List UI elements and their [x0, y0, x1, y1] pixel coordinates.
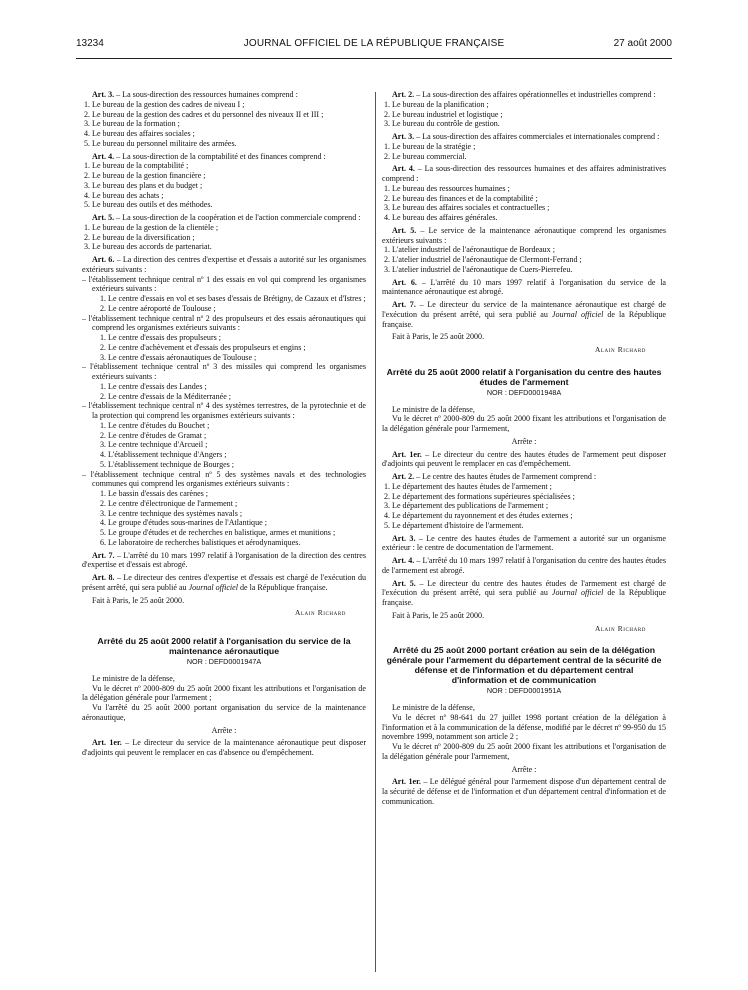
page-header	[76, 38, 672, 52]
paragraph: Vu le décret nº 2000-809 du 25 août 2000 fixant les attributions et l'organisation de la délégation générale pour l'armement,	[382, 414, 666, 433]
list-item: 3. Le bureau des accords de partenariat.	[84, 242, 212, 252]
article: Art. 4. – L'arrêté du 10 mars 1997 relatif à l'organisation du centre des hautes études de l'armement est abrogé.	[382, 556, 666, 575]
list-item: – l'établissement technique central nº 2 des propulseurs et des essais aéronautiques qui comprend les organismes extérieurs suivants :	[82, 313, 366, 333]
list-item: 3. Le centre technique d'Arcueil ;	[100, 440, 208, 450]
list-item: 4. Le département du rayonnement et des études externes ;	[384, 511, 573, 520]
decree-title: Arrêté du 25 août 2000 relatif à l'organisation du service de la maintenance aéronautique	[97, 636, 351, 656]
list-item: 1. Le bureau de la stratégie ;	[384, 141, 476, 151]
signatory: Alain Richard	[594, 345, 646, 354]
article: Art. 5. – Le directeur du centre des hautes études de l'armement est chargé de l'exécution du présent arrêté, qui sera publié au Journal officiel de la République française.	[382, 578, 666, 607]
list-item: 2. Le bureau des finances et de la comptabilité ;	[384, 193, 538, 203]
article: Art. 3. – La sous-direction des ressources humaines comprend :	[92, 90, 298, 99]
list-item: 3. Le bureau des affaires sociales et contractuelles ;	[384, 203, 550, 213]
list-item: 6. Le laboratoire de recherches balistiques et aérodynamiques.	[100, 537, 301, 547]
article: Art. 6. – La direction des centres d'expertise et d'essais a autorité sur les organismes extérieurs suivants :	[82, 255, 366, 274]
left-column	[82, 90, 366, 758]
issue-date: 27 août 2000	[613, 38, 672, 49]
list-item: 5. Le bureau du personnel militaire des armées.	[84, 138, 237, 148]
list-item: 2. Le centre aéroporté de Toulouse ;	[100, 303, 216, 313]
list-item: 1. Le bureau de la gestion de la clientèle ;	[84, 222, 219, 232]
signature-date: Fait à Paris, le 25 août 2000.	[392, 610, 485, 620]
article: Art. 8. – Le directeur des centres d'expertise et d'essais est chargé de l'exécution du présent arrêté, qui sera publié au Journal officiel de la République française.	[82, 573, 366, 592]
list-item: 1. Le centre d'essais des Landes ;	[100, 381, 207, 391]
list-item: 1. Le centre d'essais des propulseurs ;	[100, 333, 222, 342]
list-item: 3. Le bureau du contrôle de gestion.	[384, 119, 500, 129]
signatory: Alain Richard	[594, 623, 646, 633]
decree-title: Arrêté du 25 août 2000 relatif à l'organisation du centre des hautes études de l'armement	[386, 366, 662, 387]
list-item: 1. Le centre d'études du Bouchet ;	[100, 420, 210, 430]
nor-reference: NOR : DEFD0001951A	[486, 686, 562, 696]
list-item: 3. Le centre technique des systèmes navals ;	[100, 508, 243, 518]
list-item: 1. L'atelier industriel de l'aéronautique de Bordeaux ;	[384, 245, 555, 255]
list-item: 2. L'atelier industriel de l'aéronautique de Clermont-Ferrand ;	[384, 255, 582, 264]
column-divider	[375, 92, 376, 972]
article: Art. 5. – Le service de la maintenance aéronautique comprend les organismes extérieurs suivants :	[382, 225, 666, 245]
signature-date: Fait à Paris, le 25 août 2000.	[92, 595, 185, 605]
list-item: 1. Le bureau des ressources humaines ;	[384, 183, 510, 193]
list-item: – l'établissement technique central nº 5 des systèmes navals et des technologies communes qui comprend les organismes extérieurs suivants :	[82, 469, 366, 489]
list-item: 2. Le centre d'achèvement et d'essais des propulseurs et engins ;	[100, 342, 306, 352]
list-item: 3. Le bureau de la formation ;	[84, 119, 180, 129]
list-item: 3. Le département des publications de l'armement ;	[384, 501, 549, 511]
list-item: 3. Le bureau des plans et du budget ;	[84, 180, 203, 190]
paragraph: Vu le décret nº 98-641 du 27 juillet 1998 portant création de la délégation à l'information et à la communication de la défense, modifié par le décret nº 99-950 du 15 novembre 1999, notamment son article 2 ;	[382, 712, 666, 742]
list-item: 2. Le centre d'études de Gramat ;	[100, 430, 207, 440]
arrete-heading: Arrête :	[211, 725, 237, 735]
article: Art. 1er. – Le directeur du service de la maintenance aéronautique peut disposer d'adjoints qui peuvent le remplacer en cas d'absence ou d'empêchement.	[82, 738, 367, 757]
page-number: 13234	[76, 38, 104, 49]
signatory: Alain Richard	[294, 608, 346, 618]
article: Art. 4. – La sous-direction des ressources humaines et des affaires administratives comprend :	[382, 164, 666, 183]
article: Art. 2. – La sous-direction des affaires opérationnelles et industrielles comprend :	[392, 90, 656, 99]
list-item: 1. Le centre d'essais en vol et ses bases d'essais de Brétigny, de Cazaux et d'Istres ;	[100, 294, 366, 303]
list-item: 4. L'établissement technique d'Angers ;	[100, 450, 227, 459]
list-item: – l'établissement technique central nº 3 des missiles qui comprend les organismes extérieurs suivants :	[82, 362, 366, 381]
article: Art. 6. – L'arrêté du 10 mars 1997 relatif à l'organisation du service de la maintenance aéronautique est abrogé.	[382, 277, 667, 297]
paragraph: Le ministre de la défense,	[92, 673, 175, 683]
list-item: 2. Le département des formations supérieures spécialisées ;	[384, 491, 575, 501]
arrete-heading: Arrête :	[511, 764, 537, 774]
list-item: 4. Le bureau des affaires sociales ;	[84, 129, 195, 138]
list-item: 5. Le bureau des outils et des méthodes.	[84, 200, 213, 210]
paragraph: Le ministre de la défense,	[392, 703, 475, 712]
article: Art. 4. – La sous-direction de la comptabilité et des finances comprend :	[92, 151, 326, 161]
list-item: 2. Le bureau de la gestion financière ;	[84, 171, 206, 180]
list-item: 3. L'atelier industriel de l'aéronautique de Cuers-Pierrefeu.	[384, 264, 573, 274]
list-item: 2. Le bureau commercial.	[384, 151, 467, 161]
right-column	[382, 90, 666, 807]
list-item: 5. L'établissement technique de Bourges ;	[100, 459, 235, 469]
list-item: 3. Le centre d'essais aéronautiques de Toulouse ;	[100, 352, 257, 362]
paragraph: Le ministre de la défense,	[392, 404, 475, 414]
list-item: 2. Le centre d'essais de la Méditerranée ;	[100, 391, 232, 401]
paragraph: Vu le décret nº 2000-809 du 25 août 2000 fixant les attributions et l'organisation de la délégation générale pour l'armement,	[382, 742, 666, 761]
article: Art. 1er. – Le directeur du centre des hautes études de l'armement peut disposer d'adjoints qui peuvent le remplacer en cas d'empêchement.	[382, 449, 666, 469]
list-item: 2. Le bureau de la diversification ;	[84, 232, 195, 242]
paragraph: Vu l'arrêté du 25 août 2000 portant organisation du service de la maintenance aéronautique,	[82, 703, 366, 722]
article: Art. 1er. – Le délégué général pour l'armement dispose d'un département central de la sécurité de défense et de l'information et d'un département central d'information et de communication.	[382, 777, 667, 806]
list-item: 4. Le bureau des achats ;	[84, 190, 164, 200]
arrete-heading: Arrête :	[511, 436, 537, 446]
article: Art. 2. – Le centre des hautes études de l'armement comprend :	[392, 472, 597, 481]
list-item: 2. Le bureau industriel et logistique ;	[384, 109, 503, 119]
article: Art. 7. – L'arrêté du 10 mars 1997 relatif à l'organisation de la direction des centres d'expertise et d'essais est abrogé.	[82, 550, 366, 570]
article: Art. 3. – Le centre des hautes études de l'armement a autorité sur un organisme extérieur : le centre de documentation de l'armement.	[382, 533, 666, 553]
list-item: 4. Le bureau des affaires générales.	[384, 213, 498, 222]
signature-date: Fait à Paris, le 25 août 2000.	[392, 332, 485, 342]
list-item: 1. Le bureau de la gestion des cadres de niveau I ;	[84, 99, 245, 109]
paragraph: Vu le décret nº 2000-809 du 25 août 2000 fixant les attributions et l'organisation de la délégation générale pour l'armement ;	[82, 683, 366, 703]
article: Art. 7. – Le directeur du service de la maintenance aéronautique est chargé de l'exécution du présent arrêté, qui sera publié au Journal officiel de la République française.	[382, 300, 666, 329]
journal-title: JOURNAL OFFICIEL DE LA RÉPUBLIQUE FRANÇAISE	[243, 38, 505, 49]
article: Art. 5. – La sous-direction de la coopération et de l'action commerciale comprend :	[92, 213, 361, 222]
list-item: 1. Le département des hautes études de l'armement ;	[384, 481, 552, 491]
header-rule	[76, 58, 672, 59]
list-item: – l'établissement technique central nº 1 des essais en vol qui comprend les organismes extérieurs suivants :	[82, 274, 366, 294]
nor-reference: NOR : DEFD0001947A	[186, 657, 262, 666]
list-item: 5. Le groupe d'études et de recherches en balistique, armes et munitions ;	[100, 528, 336, 537]
list-item: 4. Le groupe d'études sous-marines de l'Atlantique ;	[100, 518, 267, 528]
list-item: – l'établissement technique central nº 4 des systèmes terrestres, de la pyrotechnie et de la protection qui comprend les organismes extérieurs suivants :	[82, 401, 366, 420]
list-item: 5. Le département d'histoire de l'armement.	[384, 520, 524, 530]
list-item: 1. Le bassin d'essais des carènes ;	[100, 489, 209, 498]
nor-reference: NOR : DEFD0001948A	[486, 387, 562, 397]
list-item: 1. Le bureau de la planification ;	[384, 99, 489, 109]
list-item: 2. Le centre d'électronique de l'armement ;	[100, 498, 238, 508]
article: Art. 3. – La sous-direction des affaires commerciales et internationales comprend :	[392, 132, 660, 141]
list-item: 1. Le bureau de la comptabilité ;	[84, 161, 189, 171]
decree-title: Arrêté du 25 août 2000 portant création au sein de la délégation générale pour l'armement du département central de la sécurité de défense et de l'information et du département central d'information et de communication	[386, 645, 662, 686]
list-item: 2. Le bureau de la gestion des cadres et du personnel des niveaux II et III ;	[84, 109, 324, 119]
